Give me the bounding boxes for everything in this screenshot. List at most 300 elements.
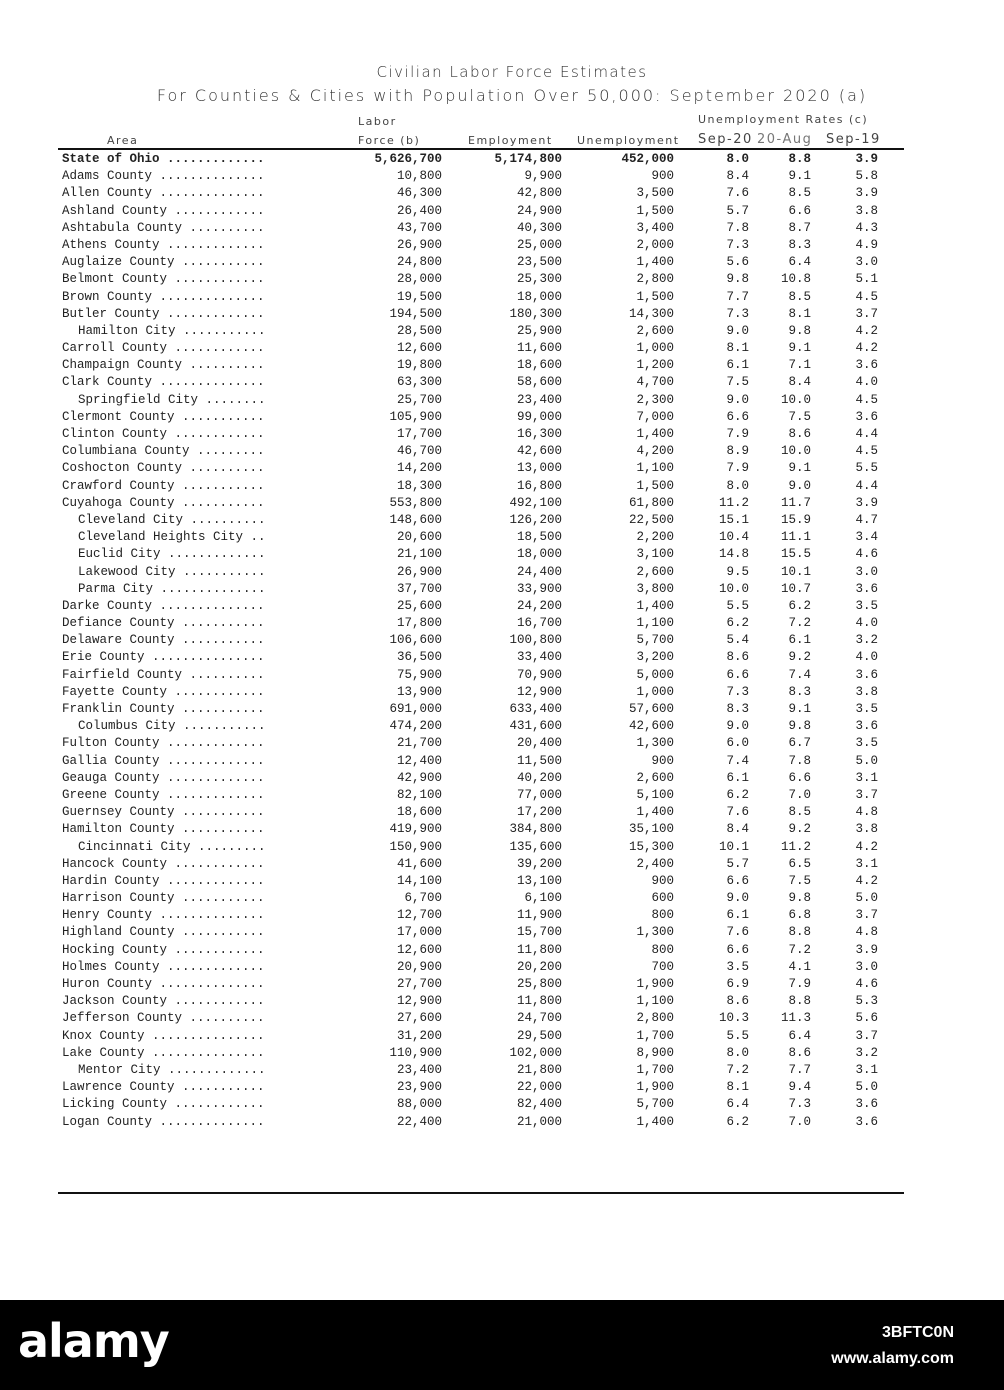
rate-aug20-cell: 9.1 bbox=[788, 702, 811, 716]
rate-sep20-cell: 11.2 bbox=[718, 495, 749, 510]
area-cell: Carroll County ............ bbox=[62, 341, 265, 356]
employment-cell: 18,500 bbox=[516, 530, 562, 545]
labor-force-cell: 148,600 bbox=[389, 512, 442, 527]
table-row bbox=[0, 271, 1004, 288]
rate-sep20-cell: 7.7 bbox=[726, 289, 749, 304]
area-cell: Cincinnati City ......... bbox=[78, 839, 266, 854]
rate-sep20-cell: 8.0 bbox=[726, 152, 749, 166]
labor-force-cell: 19,800 bbox=[396, 358, 442, 373]
rate-sep19-cell: 3.1 bbox=[855, 1062, 878, 1077]
rate-sep19-cell: 3.6 bbox=[855, 409, 878, 424]
rate-sep20-cell: 7.9 bbox=[726, 461, 749, 476]
rate-sep19-cell: 4.4 bbox=[855, 427, 878, 441]
table-row bbox=[0, 581, 1004, 598]
rate-aug20-cell: 8.7 bbox=[788, 220, 811, 235]
employment-cell: 25,800 bbox=[516, 977, 562, 991]
rate-sep20-cell: 6.4 bbox=[726, 1097, 749, 1112]
unemployment-cell: 700 bbox=[651, 959, 674, 974]
rate-aug20-cell: 8.8 bbox=[788, 152, 811, 166]
area-cell: Hardin County ............. bbox=[62, 873, 265, 888]
unemployment-cell: 2,600 bbox=[636, 770, 674, 785]
labor-force-cell: 474,200 bbox=[389, 719, 442, 734]
rate-sep20-cell: 6.9 bbox=[726, 977, 749, 991]
rate-sep19-cell: 3.9 bbox=[855, 186, 878, 201]
table-row bbox=[0, 839, 1004, 856]
unemployment-cell: 2,600 bbox=[636, 564, 674, 579]
unemployment-cell: 3,500 bbox=[636, 186, 674, 201]
rate-sep20-cell: 6.2 bbox=[726, 616, 749, 631]
employment-cell: 24,900 bbox=[516, 203, 562, 218]
rate-aug20-cell: 10.7 bbox=[780, 581, 811, 596]
footer-rule bbox=[58, 1192, 904, 1194]
rate-aug20-cell: 6.4 bbox=[788, 1028, 811, 1043]
employment-cell: 18,600 bbox=[516, 358, 562, 373]
rate-sep19-cell: 5.8 bbox=[855, 169, 878, 184]
employment-cell: 99,000 bbox=[516, 409, 562, 424]
table-row bbox=[0, 856, 1004, 873]
rate-aug20-cell: 8.3 bbox=[788, 684, 811, 699]
unemployment-cell: 15,300 bbox=[628, 839, 674, 854]
rate-sep19-cell: 3.0 bbox=[855, 959, 878, 974]
area-cell: Springfield City ........ bbox=[78, 392, 266, 407]
area-cell: Jackson County ............ bbox=[62, 994, 265, 1009]
area-cell: Hancock County ............ bbox=[62, 856, 265, 871]
rate-aug20-cell: 8.5 bbox=[788, 805, 811, 820]
unemployment-cell: 3,100 bbox=[636, 547, 674, 562]
unemployment-cell: 1,100 bbox=[636, 461, 674, 476]
area-cell: Logan County .............. bbox=[62, 1114, 265, 1129]
table-row bbox=[0, 289, 1004, 306]
unemployment-cell: 1,100 bbox=[636, 616, 674, 631]
employment-cell: 22,000 bbox=[516, 1080, 562, 1095]
table-row bbox=[0, 649, 1004, 666]
table-row bbox=[0, 1062, 1004, 1079]
unemployment-cell: 2,000 bbox=[636, 237, 674, 252]
labor-force-cell: 18,300 bbox=[396, 478, 442, 493]
rate-sep19-cell: 4.2 bbox=[855, 323, 878, 338]
employment-cell: 431,600 bbox=[509, 719, 562, 734]
rate-sep19-cell: 3.8 bbox=[855, 203, 878, 218]
area-cell: Columbiana County ......... bbox=[62, 444, 265, 459]
rate-sep20-cell: 9.0 bbox=[726, 392, 749, 407]
employment-cell: 11,800 bbox=[516, 942, 562, 957]
labor-force-cell: 553,800 bbox=[389, 495, 442, 510]
rate-sep20-cell: 6.1 bbox=[726, 770, 749, 785]
unemployment-cell: 1,400 bbox=[636, 427, 674, 441]
table-row bbox=[0, 460, 1004, 477]
unemployment-cell: 2,400 bbox=[636, 856, 674, 871]
rate-aug20-cell: 6.8 bbox=[788, 908, 811, 923]
rate-aug20-cell: 7.9 bbox=[788, 977, 811, 991]
labor-force-cell: 20,900 bbox=[396, 959, 442, 974]
employment-cell: 40,300 bbox=[516, 220, 562, 235]
rate-sep19-cell: 4.9 bbox=[855, 237, 878, 252]
watermark-image-id: 3BFTC0N bbox=[881, 1324, 954, 1341]
area-cell: Geauga County ............. bbox=[62, 770, 265, 785]
labor-force-cell: 20,600 bbox=[396, 530, 442, 545]
employment-cell: 180,300 bbox=[509, 306, 562, 321]
rate-sep20-cell: 8.1 bbox=[726, 341, 749, 356]
rate-sep19-cell: 3.7 bbox=[855, 908, 878, 923]
area-cell: State of Ohio ............. bbox=[62, 152, 265, 166]
rate-sep19-cell: 3.9 bbox=[855, 942, 878, 957]
employment-cell: 9,900 bbox=[524, 169, 562, 184]
area-cell: Hocking County ............ bbox=[62, 942, 265, 957]
unemployment-cell: 5,000 bbox=[636, 667, 674, 682]
area-cell: Cleveland City .......... bbox=[78, 512, 266, 527]
unemployment-cell: 22,500 bbox=[628, 512, 674, 527]
rate-aug20-cell: 6.5 bbox=[788, 856, 811, 871]
labor-force-cell: 5,626,700 bbox=[374, 152, 442, 166]
labor-force-cell: 88,000 bbox=[396, 1097, 442, 1112]
table-row bbox=[0, 254, 1004, 271]
rate-sep20-cell: 14.8 bbox=[718, 547, 749, 562]
employment-cell: 21,800 bbox=[516, 1062, 562, 1077]
rate-aug20-cell: 7.4 bbox=[788, 667, 811, 682]
rate-sep20-cell: 6.1 bbox=[726, 358, 749, 373]
rate-sep19-cell: 5.0 bbox=[855, 891, 878, 906]
area-cell: Lakewood City ........... bbox=[78, 564, 266, 579]
page-subtitle: For Counties & Cities with Population Over 50,000: September 2020 (a) bbox=[156, 86, 868, 105]
employment-cell: 6,100 bbox=[524, 891, 562, 906]
unemployment-cell: 900 bbox=[651, 169, 674, 184]
employment-cell: 58,600 bbox=[516, 375, 562, 390]
rate-aug20-cell: 9.2 bbox=[788, 650, 811, 665]
rate-sep19-cell: 5.6 bbox=[855, 1011, 878, 1026]
unemployment-cell: 14,300 bbox=[628, 306, 674, 321]
area-cell: Jefferson County .......... bbox=[62, 1011, 265, 1026]
rate-sep20-cell: 15.1 bbox=[718, 512, 749, 527]
employment-cell: 18,000 bbox=[516, 289, 562, 304]
employment-cell: 384,800 bbox=[509, 822, 562, 837]
area-cell: Holmes County ............. bbox=[62, 959, 265, 974]
rate-sep19-cell: 3.6 bbox=[855, 1097, 878, 1112]
area-cell: Franklin County ........... bbox=[62, 702, 265, 716]
rate-sep19-cell: 3.2 bbox=[855, 633, 878, 648]
unemployment-cell: 1,300 bbox=[636, 736, 674, 751]
area-cell: Clermont County ........... bbox=[62, 409, 265, 424]
unemployment-cell: 1,300 bbox=[636, 925, 674, 940]
unemployment-cell: 1,500 bbox=[636, 289, 674, 304]
employment-cell: 24,200 bbox=[516, 598, 562, 613]
rate-aug20-cell: 7.5 bbox=[788, 409, 811, 424]
unemployment-cell: 2,800 bbox=[636, 1011, 674, 1026]
rate-sep20-cell: 9.0 bbox=[726, 891, 749, 906]
area-cell: Clark County .............. bbox=[62, 375, 265, 390]
table-row bbox=[0, 976, 1004, 993]
labor-force-cell: 82,100 bbox=[396, 787, 442, 802]
employment-cell: 25,000 bbox=[516, 237, 562, 252]
employment-cell: 11,600 bbox=[516, 341, 562, 356]
unemployment-cell: 1,400 bbox=[636, 1114, 674, 1129]
table-row bbox=[0, 185, 1004, 202]
unemployment-cell: 900 bbox=[651, 753, 674, 768]
rate-sep19-cell: 4.2 bbox=[855, 341, 878, 356]
table-row bbox=[0, 306, 1004, 323]
rate-sep19-cell: 5.0 bbox=[855, 1080, 878, 1095]
employment-cell: 17,200 bbox=[516, 805, 562, 820]
area-cell: Defiance County ........... bbox=[62, 616, 265, 631]
unemployment-cell: 2,600 bbox=[636, 323, 674, 338]
rate-sep20-cell: 7.3 bbox=[726, 306, 749, 321]
unemployment-cell: 35,100 bbox=[628, 822, 674, 837]
labor-force-cell: 17,800 bbox=[396, 616, 442, 631]
area-cell: Greene County ............. bbox=[62, 787, 265, 802]
rate-aug20-cell: 6.1 bbox=[788, 633, 811, 648]
header-rate-sep19: Sep-19 bbox=[826, 132, 881, 147]
table-row bbox=[0, 615, 1004, 632]
employment-cell: 23,400 bbox=[516, 392, 562, 407]
rate-sep19-cell: 4.0 bbox=[855, 616, 878, 631]
unemployment-cell: 1,700 bbox=[636, 1028, 674, 1043]
rate-aug20-cell: 8.6 bbox=[788, 1045, 811, 1060]
area-cell: Highland County ........... bbox=[62, 925, 265, 940]
employment-cell: 24,700 bbox=[516, 1011, 562, 1026]
rate-sep20-cell: 7.6 bbox=[726, 186, 749, 201]
rate-sep19-cell: 3.1 bbox=[855, 770, 878, 785]
area-cell: Crawford County ........... bbox=[62, 478, 265, 493]
labor-force-cell: 10,800 bbox=[396, 169, 442, 184]
labor-force-cell: 27,700 bbox=[396, 977, 442, 991]
rate-aug20-cell: 8.6 bbox=[788, 427, 811, 441]
table-row bbox=[0, 804, 1004, 821]
employment-cell: 23,500 bbox=[516, 255, 562, 270]
rate-sep19-cell: 3.6 bbox=[855, 358, 878, 373]
area-cell: Columbus City ........... bbox=[78, 719, 266, 734]
header-unemployment: Unemployment bbox=[577, 134, 680, 147]
rate-sep20-cell: 9.0 bbox=[726, 719, 749, 734]
rate-sep19-cell: 3.2 bbox=[855, 1045, 878, 1060]
rate-aug20-cell: 11.3 bbox=[780, 1011, 811, 1026]
employment-cell: 29,500 bbox=[516, 1028, 562, 1043]
header-rule bbox=[58, 148, 904, 150]
area-cell: Fulton County ............. bbox=[62, 736, 265, 751]
labor-force-cell: 31,200 bbox=[396, 1028, 442, 1043]
rate-sep20-cell: 9.0 bbox=[726, 323, 749, 338]
table-row bbox=[0, 151, 1004, 168]
rate-sep20-cell: 5.5 bbox=[726, 1028, 749, 1043]
rate-sep20-cell: 7.8 bbox=[726, 220, 749, 235]
rate-aug20-cell: 7.1 bbox=[788, 358, 811, 373]
rate-sep20-cell: 10.4 bbox=[718, 530, 749, 545]
unemployment-cell: 5,100 bbox=[636, 787, 674, 802]
unemployment-cell: 3,400 bbox=[636, 220, 674, 235]
table-row bbox=[0, 426, 1004, 443]
rate-sep20-cell: 8.0 bbox=[726, 1045, 749, 1060]
table-row bbox=[0, 168, 1004, 185]
labor-force-cell: 25,600 bbox=[396, 598, 442, 613]
rate-sep20-cell: 5.7 bbox=[726, 203, 749, 218]
employment-cell: 13,100 bbox=[516, 873, 562, 888]
rate-sep19-cell: 3.8 bbox=[855, 822, 878, 837]
rate-sep19-cell: 3.6 bbox=[855, 1114, 878, 1129]
labor-force-cell: 12,600 bbox=[396, 341, 442, 356]
rate-sep19-cell: 4.0 bbox=[855, 375, 878, 390]
area-cell: Adams County .............. bbox=[62, 169, 265, 184]
rate-sep19-cell: 5.0 bbox=[855, 753, 878, 768]
rate-aug20-cell: 9.1 bbox=[788, 461, 811, 476]
table-row bbox=[0, 770, 1004, 787]
employment-cell: 16,300 bbox=[516, 427, 562, 441]
rate-aug20-cell: 7.2 bbox=[788, 616, 811, 631]
table-row bbox=[0, 478, 1004, 495]
labor-force-cell: 42,900 bbox=[396, 770, 442, 785]
labor-force-cell: 43,700 bbox=[396, 220, 442, 235]
rate-sep20-cell: 8.4 bbox=[726, 169, 749, 184]
labor-force-cell: 17,700 bbox=[396, 427, 442, 441]
rate-aug20-cell: 7.5 bbox=[788, 873, 811, 888]
table-row bbox=[0, 237, 1004, 254]
area-cell: Athens County ............. bbox=[62, 237, 265, 252]
area-cell: Henry County .............. bbox=[62, 908, 265, 923]
area-cell: Clinton County ............ bbox=[62, 427, 265, 441]
area-cell: Licking County ............ bbox=[62, 1097, 265, 1112]
labor-force-cell: 12,400 bbox=[396, 753, 442, 768]
table-row bbox=[0, 340, 1004, 357]
rate-sep20-cell: 8.9 bbox=[726, 444, 749, 459]
rate-sep20-cell: 7.6 bbox=[726, 925, 749, 940]
employment-cell: 20,200 bbox=[516, 959, 562, 974]
rate-aug20-cell: 9.1 bbox=[788, 341, 811, 356]
labor-force-cell: 21,700 bbox=[396, 736, 442, 751]
area-cell: Huron County .............. bbox=[62, 977, 265, 991]
area-cell: Erie County ............... bbox=[62, 650, 265, 665]
unemployment-cell: 2,200 bbox=[636, 530, 674, 545]
area-cell: Brown County .............. bbox=[62, 289, 265, 304]
table-row bbox=[0, 718, 1004, 735]
rate-aug20-cell: 9.8 bbox=[788, 719, 811, 734]
rate-sep19-cell: 4.5 bbox=[855, 392, 878, 407]
rate-aug20-cell: 7.7 bbox=[788, 1062, 811, 1077]
rate-aug20-cell: 6.7 bbox=[788, 736, 811, 751]
area-cell: Hamilton City ........... bbox=[78, 323, 266, 338]
employment-cell: 102,000 bbox=[509, 1045, 562, 1060]
table-row bbox=[0, 924, 1004, 941]
employment-cell: 25,300 bbox=[516, 272, 562, 287]
labor-force-cell: 26,900 bbox=[396, 564, 442, 579]
labor-force-cell: 150,900 bbox=[389, 839, 442, 854]
area-cell: Champaign County .......... bbox=[62, 358, 265, 373]
rate-sep19-cell: 3.5 bbox=[855, 736, 878, 751]
rate-aug20-cell: 9.1 bbox=[788, 169, 811, 184]
rate-aug20-cell: 6.4 bbox=[788, 255, 811, 270]
labor-force-cell: 13,900 bbox=[396, 684, 442, 699]
rate-aug20-cell: 10.0 bbox=[780, 444, 811, 459]
rate-sep20-cell: 7.9 bbox=[726, 427, 749, 441]
rate-sep19-cell: 3.7 bbox=[855, 306, 878, 321]
rate-sep20-cell: 6.6 bbox=[726, 667, 749, 682]
rate-sep20-cell: 8.3 bbox=[726, 702, 749, 716]
rate-aug20-cell: 7.0 bbox=[788, 1114, 811, 1129]
header-labor-top: Labor bbox=[358, 115, 397, 128]
labor-force-cell: 37,700 bbox=[396, 581, 442, 596]
rate-sep20-cell: 10.3 bbox=[718, 1011, 749, 1026]
employment-cell: 25,900 bbox=[516, 323, 562, 338]
unemployment-cell: 3,200 bbox=[636, 650, 674, 665]
employment-cell: 21,000 bbox=[516, 1114, 562, 1129]
rate-sep20-cell: 6.2 bbox=[726, 787, 749, 802]
rate-sep20-cell: 7.2 bbox=[726, 1062, 749, 1077]
unemployment-cell: 42,600 bbox=[628, 719, 674, 734]
watermark-logo: alamy bbox=[18, 1314, 169, 1368]
table-row bbox=[0, 959, 1004, 976]
area-cell: Fairfield County .......... bbox=[62, 667, 265, 682]
table-row bbox=[0, 873, 1004, 890]
table-row bbox=[0, 1045, 1004, 1062]
employment-cell: 33,900 bbox=[516, 581, 562, 596]
rate-aug20-cell: 15.9 bbox=[780, 512, 811, 527]
unemployment-cell: 61,800 bbox=[628, 495, 674, 510]
employment-cell: 20,400 bbox=[516, 736, 562, 751]
rate-aug20-cell: 11.7 bbox=[780, 495, 811, 510]
labor-force-cell: 46,700 bbox=[396, 444, 442, 459]
area-cell: Knox County ............... bbox=[62, 1028, 265, 1043]
labor-force-cell: 419,900 bbox=[389, 822, 442, 837]
rate-sep20-cell: 5.6 bbox=[726, 255, 749, 270]
rate-sep19-cell: 3.9 bbox=[855, 152, 878, 166]
labor-force-cell: 19,500 bbox=[396, 289, 442, 304]
area-cell: Ashland County ............ bbox=[62, 203, 265, 218]
table-row bbox=[0, 512, 1004, 529]
area-cell: Gallia County ............. bbox=[62, 753, 265, 768]
rate-aug20-cell: 8.5 bbox=[788, 186, 811, 201]
labor-force-cell: 24,800 bbox=[396, 255, 442, 270]
rate-aug20-cell: 7.8 bbox=[788, 753, 811, 768]
rate-sep19-cell: 5.5 bbox=[855, 461, 878, 476]
rate-aug20-cell: 9.4 bbox=[788, 1080, 811, 1095]
labor-force-cell: 691,000 bbox=[389, 702, 442, 716]
rate-sep20-cell: 7.3 bbox=[726, 684, 749, 699]
unemployment-cell: 2,800 bbox=[636, 272, 674, 287]
area-cell: Darke County .............. bbox=[62, 598, 265, 613]
header-rate-aug20: 20-Aug bbox=[757, 132, 813, 147]
unemployment-cell: 900 bbox=[651, 873, 674, 888]
unemployment-cell: 1,400 bbox=[636, 255, 674, 270]
area-cell: Fayette County ............ bbox=[62, 684, 265, 699]
table-row bbox=[0, 1096, 1004, 1113]
rate-sep20-cell: 6.1 bbox=[726, 908, 749, 923]
area-cell: Ashtabula County .......... bbox=[62, 220, 265, 235]
table-row bbox=[0, 753, 1004, 770]
table-row bbox=[0, 787, 1004, 804]
unemployment-cell: 1,700 bbox=[636, 1062, 674, 1077]
rate-sep19-cell: 3.4 bbox=[855, 530, 878, 545]
unemployment-cell: 1,100 bbox=[636, 994, 674, 1009]
rate-sep20-cell: 10.1 bbox=[718, 839, 749, 854]
rate-aug20-cell: 10.8 bbox=[780, 272, 811, 287]
labor-force-cell: 23,900 bbox=[396, 1080, 442, 1095]
unemployment-cell: 800 bbox=[651, 908, 674, 923]
area-cell: Hamilton County ........... bbox=[62, 822, 265, 837]
rate-sep19-cell: 4.8 bbox=[855, 925, 878, 940]
rate-aug20-cell: 8.4 bbox=[788, 375, 811, 390]
rate-sep19-cell: 3.6 bbox=[855, 719, 878, 734]
table-row bbox=[0, 907, 1004, 924]
rate-sep19-cell: 3.1 bbox=[855, 856, 878, 871]
unemployment-cell: 1,500 bbox=[636, 203, 674, 218]
rate-sep20-cell: 8.0 bbox=[726, 478, 749, 493]
employment-cell: 82,400 bbox=[516, 1097, 562, 1112]
rate-sep20-cell: 6.6 bbox=[726, 409, 749, 424]
labor-force-cell: 46,300 bbox=[396, 186, 442, 201]
rate-sep19-cell: 3.7 bbox=[855, 787, 878, 802]
employment-cell: 135,600 bbox=[509, 839, 562, 854]
rate-aug20-cell: 8.1 bbox=[788, 306, 811, 321]
employment-cell: 16,700 bbox=[516, 616, 562, 631]
labor-force-cell: 36,500 bbox=[396, 650, 442, 665]
unemployment-cell: 4,200 bbox=[636, 444, 674, 459]
unemployment-cell: 57,600 bbox=[628, 702, 674, 716]
